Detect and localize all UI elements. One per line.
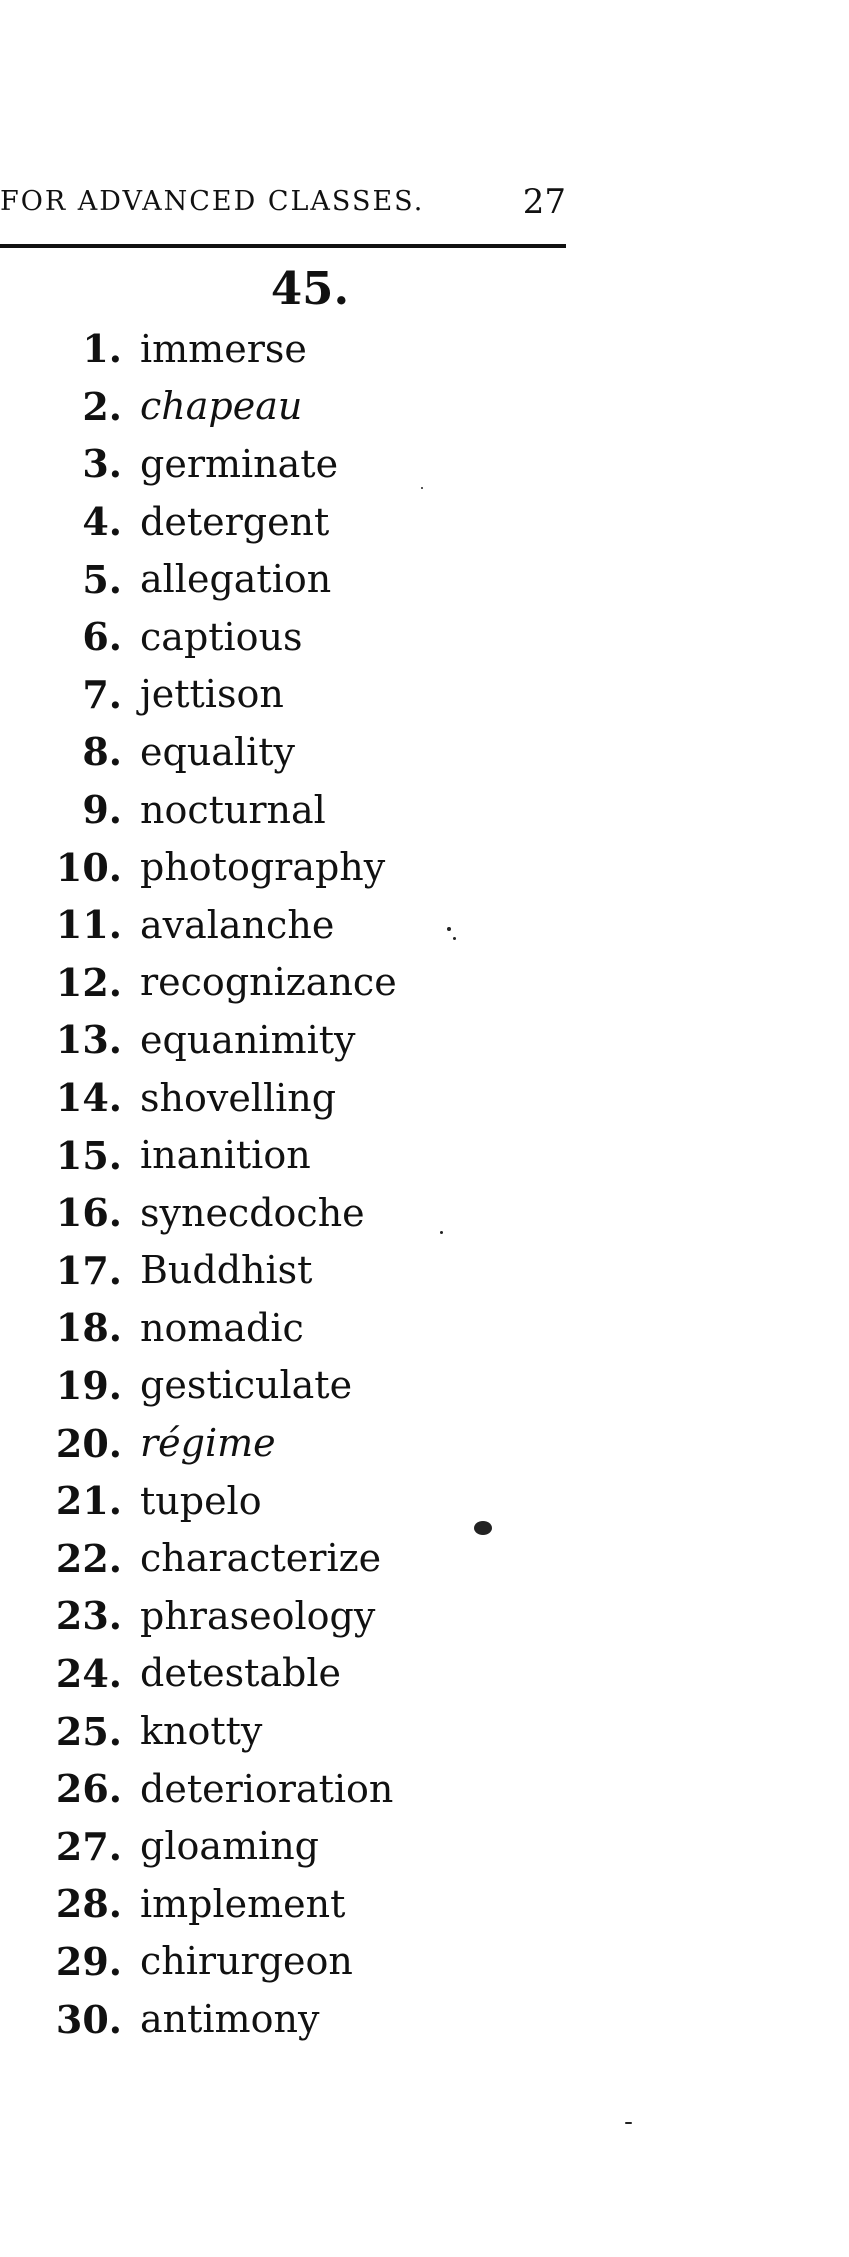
item-word: chirurgeon [140,1939,353,1984]
item-word: jettison [140,672,284,717]
item-number: 26. [55,1766,122,1812]
item-number: 10. [55,844,122,890]
item-word: immerse [140,326,307,371]
item-number: 24. [55,1650,122,1696]
item-number: 20. [55,1420,122,1466]
list-item [0,723,700,781]
item-number: 2. [82,383,122,429]
list-item [0,954,700,1012]
item-number: 4. [82,499,122,545]
item-number: 22. [55,1535,122,1581]
list-item [0,435,700,493]
item-number: 23. [55,1593,122,1639]
list-item [0,1472,700,1530]
item-word: nomadic [140,1305,304,1350]
item-word: recognizance [140,960,397,1005]
item-word: gloaming [140,1824,319,1869]
list-item [0,1299,700,1357]
item-number: 3. [82,441,122,487]
list-item [0,1069,700,1127]
item-number: 9. [82,787,122,833]
item-number: 30. [55,1996,122,2042]
item-number: 6. [82,614,122,660]
ink-speck [440,1231,443,1234]
item-number: 1. [82,326,122,372]
item-number: 11. [55,902,122,948]
item-number: 5. [82,556,122,602]
item-number: 15. [55,1132,122,1178]
list-item [0,378,700,436]
list-item [0,1645,700,1703]
ink-speck [625,2122,632,2124]
item-word: germinate [140,441,339,486]
item-word: shovelling [140,1075,337,1120]
item-word: nocturnal [140,787,326,832]
item-word: phraseology [140,1593,376,1638]
list-item [0,1702,700,1760]
list-item [0,1817,700,1875]
item-number: 29. [55,1938,122,1984]
item-number: 12. [55,959,122,1005]
item-number: 14. [55,1075,122,1121]
header-title: FOR ADVANCED CLASSES. [0,186,425,217]
list-item [0,1990,700,2048]
item-word: Buddhist [140,1248,313,1293]
list-item [0,666,700,724]
item-number: 27. [55,1823,122,1869]
ink-speck [453,937,456,940]
item-word: deterioration [140,1766,394,1811]
item-word: gesticulate [140,1363,353,1408]
item-number: 18. [55,1305,122,1351]
item-number: 8. [82,729,122,775]
list-item [0,493,700,551]
item-word: synecdoche [140,1190,365,1235]
list-item [0,781,700,839]
item-number: 21. [55,1478,122,1524]
list-item [0,896,700,954]
item-word: captious [140,614,303,659]
item-word: photography [140,845,386,890]
ink-speck [447,927,451,931]
list-item [0,1933,700,1991]
ink-speck [421,487,423,489]
item-number: 13. [55,1017,122,1063]
item-number: 19. [55,1362,122,1408]
ink-blot [474,1521,492,1535]
item-word: chapeau [140,384,303,429]
list-item [0,1414,700,1472]
item-word: allegation [140,557,332,602]
list-item [0,608,700,666]
item-number: 17. [55,1247,122,1293]
item-word: characterize [140,1536,382,1581]
item-word: tupelo [140,1478,262,1523]
list-item [0,1587,700,1645]
list-item [0,1357,700,1415]
item-number: 7. [82,671,122,717]
item-number: 28. [55,1881,122,1927]
item-number: 16. [55,1190,122,1236]
list-item [0,1011,700,1069]
item-word: régime [140,1421,276,1466]
list-item [0,1529,700,1587]
item-word: avalanche [140,902,335,947]
section-number: 45. [270,262,350,315]
item-word: implement [140,1881,346,1926]
item-word: antimony [140,1997,320,2042]
list-item [0,550,700,608]
list-item [0,838,700,896]
item-number: 25. [55,1708,122,1754]
list-item [0,1126,700,1184]
list-item [0,1875,700,1933]
item-word: detestable [140,1651,341,1696]
list-item [0,1760,700,1818]
list-item [0,1184,700,1242]
page-number: 27 [522,182,566,222]
item-word: equality [140,729,295,774]
header-rule [0,244,566,248]
list-item [0,320,700,378]
item-word: equanimity [140,1017,356,1062]
item-word: inanition [140,1133,311,1178]
running-header [0,182,566,226]
list-item [0,1242,700,1300]
item-word: knotty [140,1709,263,1754]
item-word: detergent [140,499,330,544]
word-list [0,320,700,2048]
